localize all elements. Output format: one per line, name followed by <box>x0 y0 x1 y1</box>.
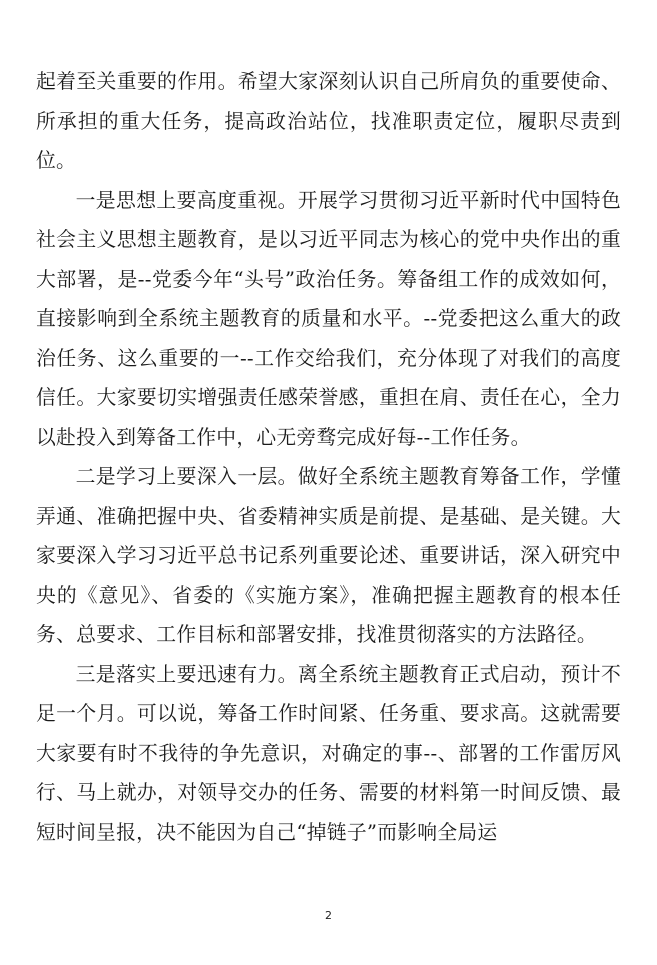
page-number: 2 <box>325 909 332 922</box>
document-body <box>36 62 621 852</box>
paragraph-point-two: 二是学习上要深入一层。做好全系统主题教育筹备工作，学懂弄通、准确把握中央、省委精神实质是前提、是基础、是关键。大家要深入学习习近平总书记系列重要论述、重要讲话，深入研究中央的《意见》、省委的《实施方案》，准确把握主题教育的根本任务、总要求、工作目标和部署安排，找准贯彻落实的方法路径。 <box>36 465 621 646</box>
paragraph-continuation: 起着至关重要的作用。希望大家深刻认识自己所肩负的重要使命、所承担的重大任务，提高政治站位，找准职责定位，履职尽责到位。 <box>36 70 621 172</box>
paragraph-point-three: 三是落实上要迅速有力。离全系统主题教育正式启动，预计不足一个月。可以说，筹备工作时间紧、任务重、要求高。这就需要大家要有时不我待的争先意识，对确定的事--、部署的工作雷厉风行、马上就办，对领导交办的任务、需要的材料第一时间反馈、最短时间呈报，决不能因为自己“掉链子”而影响全局运 <box>36 662 621 844</box>
paragraph-point-one: 一是思想上要高度重视。开展学习贯彻习近平新时代中国特色社会主义思想主题教育，是以习近平同志为核心的党中央作出的重大部署，是--党委今年“头号”政治任务。筹备组工作的成效如何，直接影响到全系统主题教育的质量和水平。--党委把这么重大的政治任务、这么重要的一--工作交给我们，充分体现了对我们的高度信任。大家要切实增强责任感荣誉感，重担在肩、责任在心，全力以赴投入到筹备工作中，心无旁骛完成好每--工作任务。 <box>36 188 621 449</box>
